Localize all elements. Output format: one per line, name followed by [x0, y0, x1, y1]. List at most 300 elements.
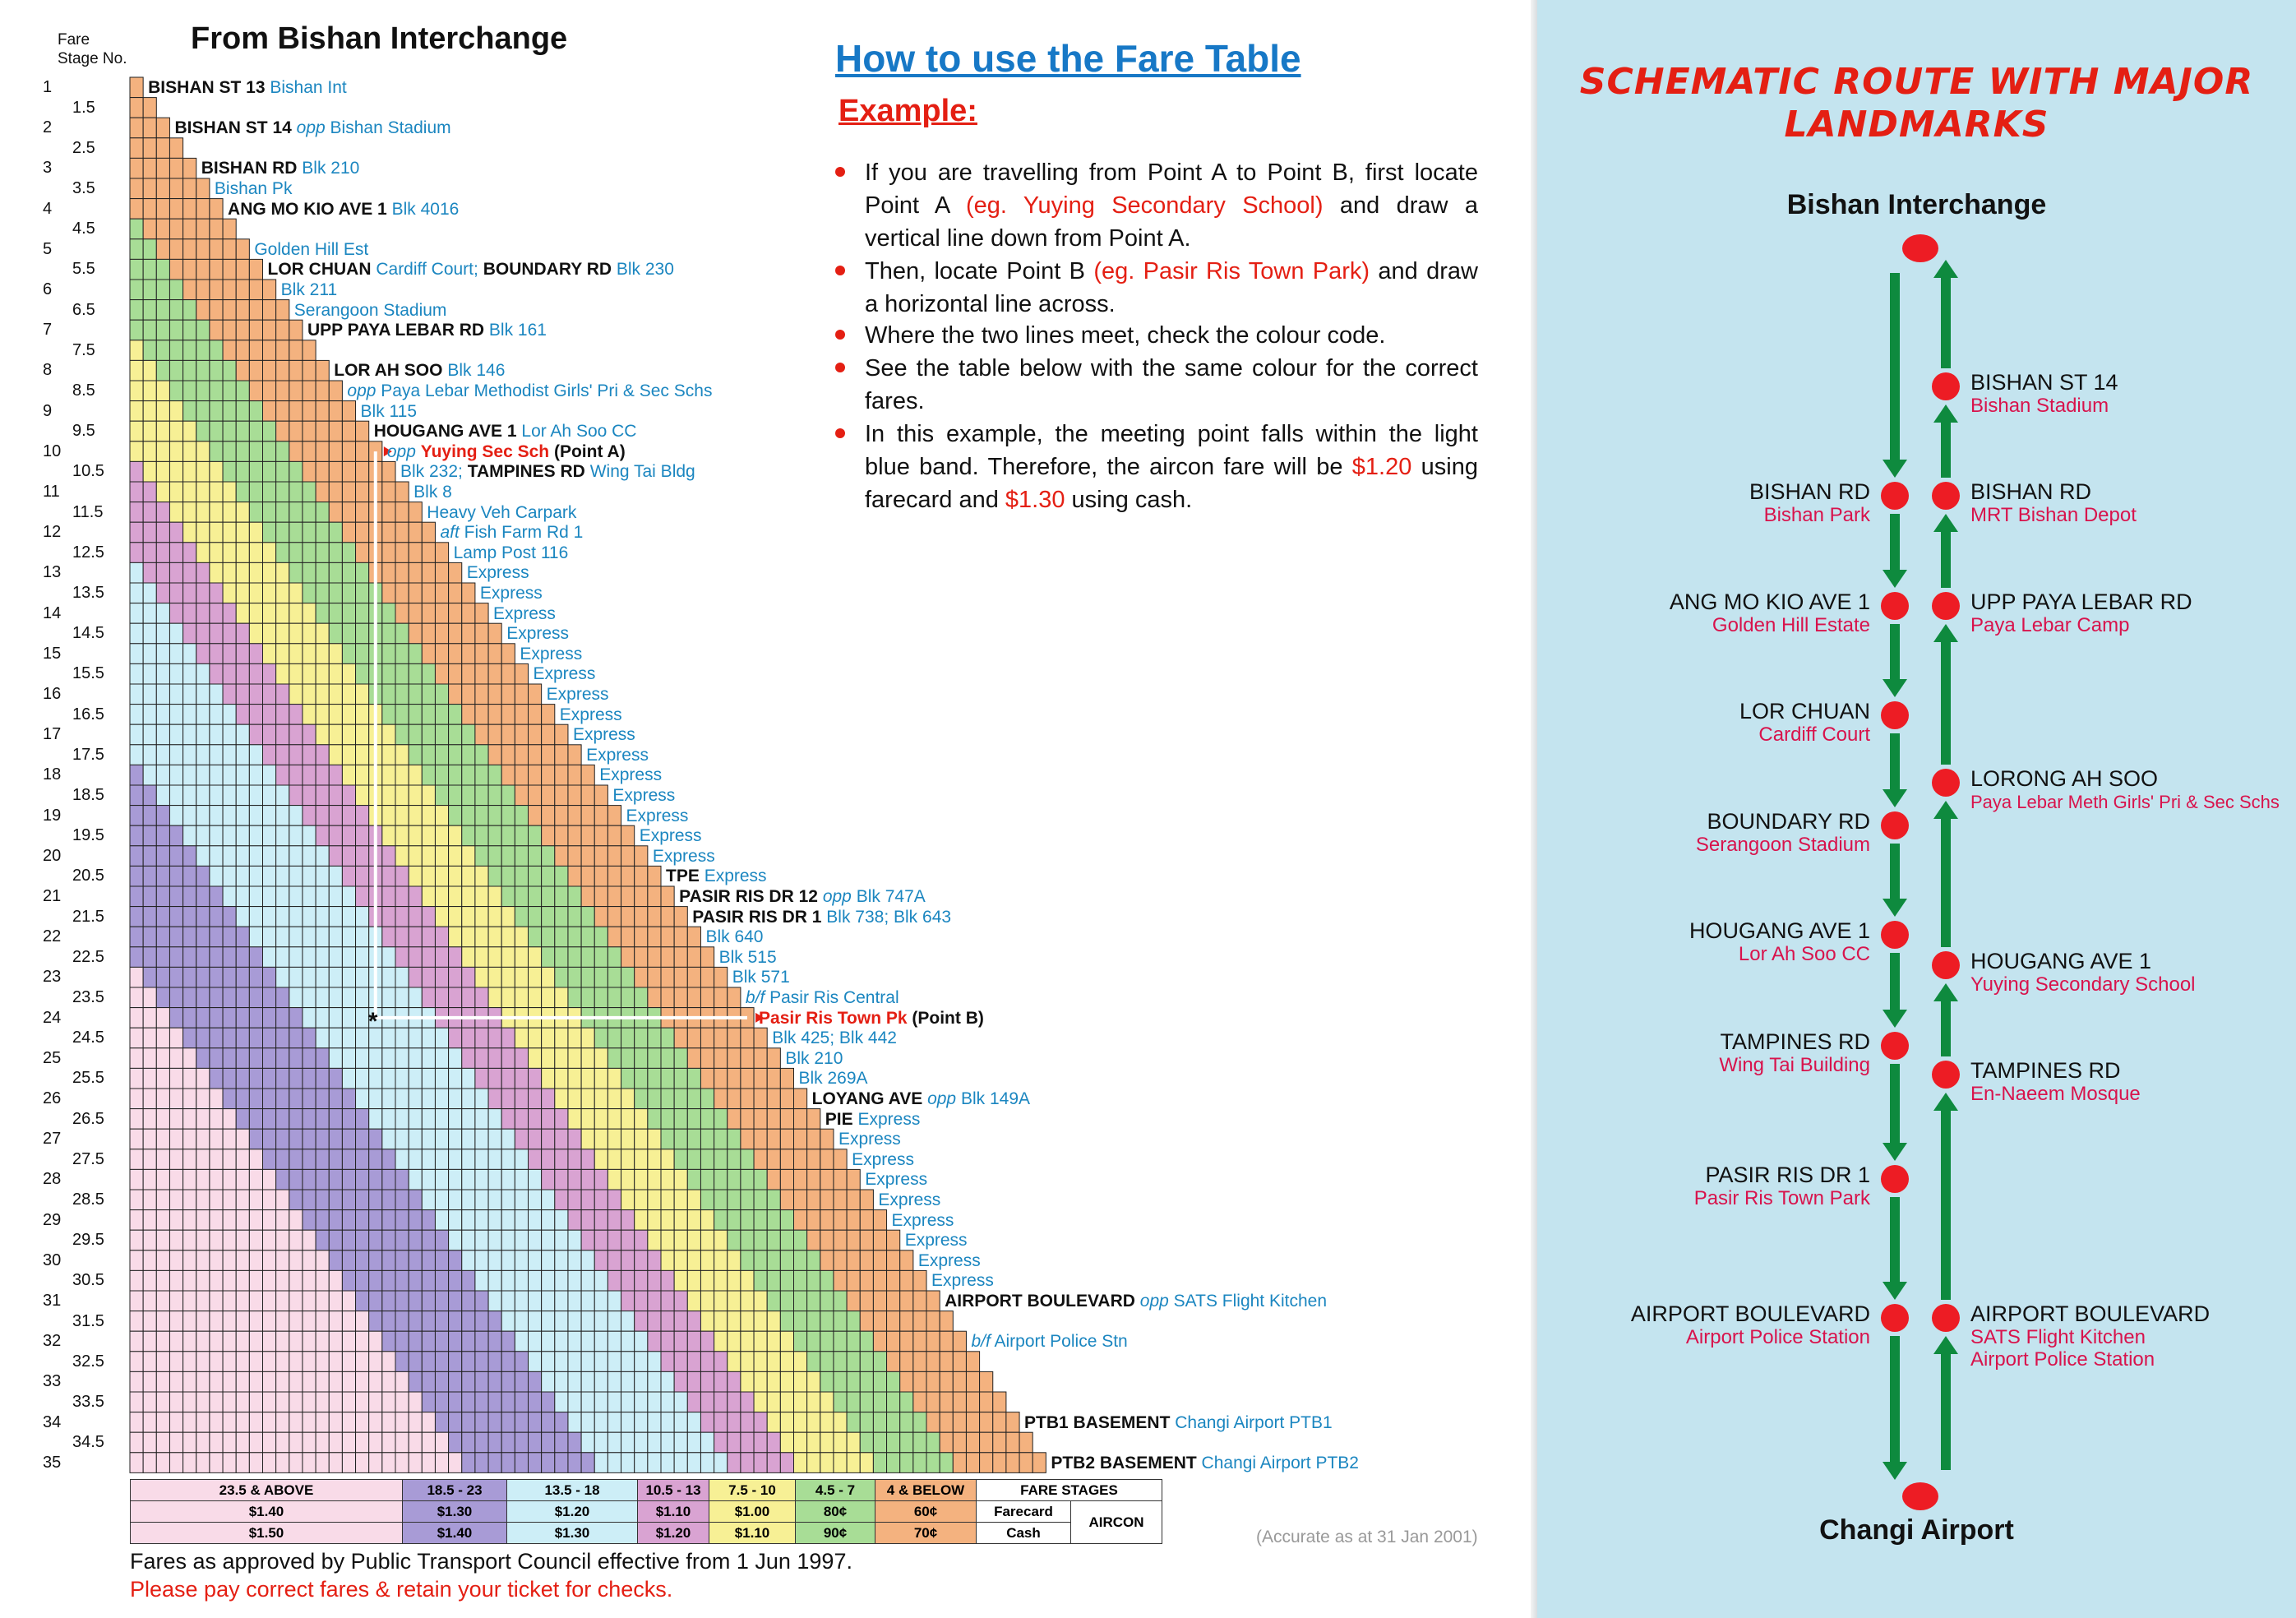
- fare-cell: [156, 1149, 169, 1170]
- fare-cell: [395, 562, 409, 583]
- fare-cell: [395, 482, 409, 502]
- fare-cell: [873, 1311, 886, 1332]
- fare-cell: [674, 907, 687, 927]
- fare-cell: [847, 1190, 860, 1210]
- fare-cell: [542, 1149, 555, 1170]
- fare-cell: [409, 987, 422, 1008]
- fare-cell: [143, 765, 156, 785]
- fare-cell: [648, 1149, 661, 1170]
- fare-cell: [169, 522, 182, 543]
- fare-cell: [568, 927, 581, 947]
- fare-cell: [594, 967, 607, 987]
- fare-cell: [303, 1270, 316, 1291]
- fare-cell: [263, 280, 276, 300]
- fare-cell: [395, 1109, 409, 1130]
- fare-cell: [581, 967, 594, 987]
- fare-cell: [409, 825, 422, 846]
- fare-cell: [529, 745, 542, 765]
- fare-cell: [382, 765, 395, 785]
- fare-cell: [303, 1392, 316, 1412]
- fare-cell: [342, 907, 355, 927]
- fare-cell: [303, 421, 316, 441]
- stop-label: Blk 211: [280, 280, 338, 299]
- fare-cell: [223, 644, 236, 664]
- fare-cell: [156, 401, 169, 422]
- fare-cell: [568, 987, 581, 1008]
- fare-cell: [648, 1190, 661, 1210]
- fare-cell: [993, 1392, 1006, 1412]
- fare-cell: [156, 300, 169, 321]
- fare-cell: [435, 1331, 448, 1352]
- fare-cell: [820, 1432, 834, 1453]
- stop-name: TAMPINES RD: [1970, 1058, 2121, 1083]
- fare-cell: [501, 987, 515, 1008]
- fare-cell: [661, 1291, 674, 1311]
- fare-cell: [501, 1190, 515, 1210]
- fare-cell: [249, 1250, 262, 1271]
- fare-cell: [767, 1453, 780, 1473]
- fare-cell: [143, 967, 156, 987]
- fare-cell: [329, 724, 342, 745]
- fare-cell: [342, 1089, 355, 1109]
- fare-cell: [156, 927, 169, 947]
- fare-cell: [555, 1028, 568, 1048]
- fare-cell: [488, 1068, 501, 1089]
- fare-cell: [529, 1169, 542, 1190]
- fare-cell: [276, 1230, 289, 1250]
- fare-cell: [555, 1230, 568, 1250]
- fare-cell: [873, 1392, 886, 1412]
- fare-cell: [210, 1149, 223, 1170]
- fare-cell: [329, 1190, 342, 1210]
- up-arrow-head: [1933, 624, 1958, 642]
- fare-cell: [143, 98, 156, 118]
- fare-cell: [143, 118, 156, 138]
- fare-cell: [661, 1230, 674, 1250]
- fare-cell: [329, 684, 342, 705]
- fare-cell: [555, 927, 568, 947]
- fare-cell: [621, 846, 635, 867]
- fare-cell: [223, 1331, 236, 1352]
- fare-cell: [210, 846, 223, 867]
- fare-cell: [449, 825, 462, 846]
- fare-cell: [342, 603, 355, 624]
- left-route-stop: [1631, 1301, 1870, 1348]
- fare-cell: [754, 1210, 767, 1231]
- fare-cell: [873, 1210, 886, 1231]
- fare-cell: [1019, 1453, 1033, 1473]
- fare-cell: [501, 705, 515, 725]
- fare-cell: [276, 705, 289, 725]
- fare-cell: [873, 1432, 886, 1453]
- fare-cell: [449, 684, 462, 705]
- fare-cell: [435, 1089, 448, 1109]
- fare-cell: [462, 825, 475, 846]
- stop-label: Express: [626, 806, 689, 825]
- right-route-stop: [1970, 766, 2280, 813]
- fare-cell: [820, 1392, 834, 1412]
- fare-cell: [289, 1089, 303, 1109]
- fare-cell: [594, 1412, 607, 1433]
- fare-cell: [342, 1392, 355, 1412]
- fare-cell: [236, 421, 249, 441]
- fare-cell: [409, 1210, 422, 1231]
- fare-cell: [342, 684, 355, 705]
- fare-cell: [223, 987, 236, 1008]
- fare-cell: [289, 1129, 303, 1149]
- howto-step-4: See the table below with the same colour for the correct fares.: [837, 352, 1478, 418]
- fare-cell: [263, 562, 276, 583]
- fare-cell: [807, 1453, 820, 1473]
- fare-cell: [674, 1169, 687, 1190]
- fare-cell: [661, 1089, 674, 1109]
- fare-cell: [156, 684, 169, 705]
- fare-cell: [143, 1352, 156, 1372]
- fare-cell: [568, 1311, 581, 1332]
- fare-cell: [342, 562, 355, 583]
- end-terminal: Changi Airport: [1819, 1514, 2014, 1546]
- fare-cell: [820, 1250, 834, 1271]
- fare-cell: [488, 765, 501, 785]
- fare-cell: [395, 1028, 409, 1048]
- fare-cell: [156, 1008, 169, 1029]
- fare-cell: [210, 482, 223, 502]
- fare-cell: [130, 158, 143, 178]
- fare-cell: [621, 1453, 635, 1473]
- fare-cell: [515, 1392, 528, 1412]
- fare-cell: [1033, 1453, 1046, 1473]
- fare-cell: [422, 1169, 435, 1190]
- fare-cell: [581, 1089, 594, 1109]
- fare-cell: [223, 765, 236, 785]
- fare-cell: [249, 1190, 262, 1210]
- fare-cell: [648, 1028, 661, 1048]
- fare-cell: [687, 967, 700, 987]
- fare-cell: [807, 1371, 820, 1392]
- fare-cell: [316, 522, 329, 543]
- fare-cell: [462, 1250, 475, 1271]
- fare-cell: [767, 1291, 780, 1311]
- fare-cell: [169, 684, 182, 705]
- fare-cell: [674, 1230, 687, 1250]
- fare-cell: [276, 421, 289, 441]
- fare-cell: [223, 1371, 236, 1392]
- fare-cell: [236, 1190, 249, 1210]
- fare-cell: [847, 1291, 860, 1311]
- fare-cell: [462, 583, 475, 603]
- fare-cell: [395, 765, 409, 785]
- route-stop-dot: [1932, 372, 1960, 400]
- fare-cell: [196, 280, 210, 300]
- fare-cell: [741, 1109, 754, 1130]
- fare-cell: [501, 1250, 515, 1271]
- fare-cell: [568, 1210, 581, 1231]
- fare-cell: [210, 765, 223, 785]
- fare-cell: [728, 1230, 741, 1250]
- fare-cell: [741, 1210, 754, 1231]
- fare-cell: [130, 1089, 143, 1109]
- fare-cell: [728, 1291, 741, 1311]
- stop-label: aft Fish Farm Rd 1: [440, 523, 584, 543]
- fare-cell: [488, 806, 501, 826]
- fare-cell: [303, 927, 316, 947]
- fare-cell: [169, 1129, 182, 1149]
- fare-cell: [581, 825, 594, 846]
- fare-cell: [196, 1371, 210, 1392]
- stop-landmark: Airport Police Station: [1685, 1326, 1870, 1348]
- fare-cell: [183, 927, 196, 947]
- fare-cell: [807, 1432, 820, 1453]
- fare-cell: [409, 1250, 422, 1271]
- up-arrow-shaft: [1941, 276, 1951, 368]
- fare-cell: [223, 967, 236, 987]
- fare-cell: [568, 1392, 581, 1412]
- fare-cell: [687, 1089, 700, 1109]
- fare-cell: [276, 846, 289, 867]
- fare-cell: [728, 1028, 741, 1048]
- fare-cell: [183, 543, 196, 563]
- fare-cell: [303, 1129, 316, 1149]
- fare-cell: [356, 724, 369, 745]
- down-arrow-shaft: [1890, 273, 1900, 461]
- fare-cell: [356, 745, 369, 765]
- fare-cell: [475, 1412, 488, 1433]
- fare-cell: [581, 1331, 594, 1352]
- stage-number: 4.5: [72, 220, 95, 238]
- fare-cell: [356, 1008, 369, 1029]
- fare-cell: [276, 1048, 289, 1069]
- fare-cell: [369, 1371, 382, 1392]
- fare-cell: [303, 1169, 316, 1190]
- fare-cell: [223, 825, 236, 846]
- fare-cell: [196, 603, 210, 624]
- fare-cell: [395, 543, 409, 563]
- fare-cell: [714, 1190, 728, 1210]
- fare-cell: [966, 1412, 979, 1433]
- fare-cell: [820, 1190, 834, 1210]
- stage-number: 32: [43, 1332, 62, 1351]
- route-stop-dot: [1932, 1061, 1960, 1089]
- fare-cell: [607, 967, 621, 987]
- fare-cell: [369, 1331, 382, 1352]
- fare-cell: [741, 1048, 754, 1069]
- fare-cell: [289, 1109, 303, 1130]
- fare-cell: [635, 967, 648, 987]
- fare-cell: [196, 927, 210, 947]
- fare-cell: [741, 1068, 754, 1089]
- fare-cell: [542, 1412, 555, 1433]
- fare-cell: [289, 1250, 303, 1271]
- fare-cell: [196, 947, 210, 968]
- fare-cell: [236, 825, 249, 846]
- fare-cell: [289, 583, 303, 603]
- fare-cell: [183, 280, 196, 300]
- fare-cell: [223, 623, 236, 644]
- fare-cell: [501, 1392, 515, 1412]
- fare-cell: [515, 1068, 528, 1089]
- fare-cell: [223, 482, 236, 502]
- fare-cell: [515, 1453, 528, 1473]
- fare-cell: [303, 765, 316, 785]
- fare-cell: [700, 1352, 714, 1372]
- fare-cell: [369, 1190, 382, 1210]
- fare-cell: [542, 987, 555, 1008]
- fare-cell: [329, 1129, 342, 1149]
- fare-cell: [263, 846, 276, 867]
- stop-label: BISHAN RD Blk 210: [201, 159, 360, 178]
- fare-cell: [621, 1371, 635, 1392]
- fare-cell: [515, 705, 528, 725]
- fare-cell: [289, 562, 303, 583]
- fare-cell: [435, 745, 448, 765]
- fare-cell: [369, 1291, 382, 1311]
- fare-cell: [183, 987, 196, 1008]
- stage-number: 4: [43, 199, 53, 218]
- fare-cell: [687, 1149, 700, 1170]
- fare-cell: [356, 1311, 369, 1332]
- down-arrow-head: [1883, 1010, 1907, 1028]
- fare-cell: [555, 1129, 568, 1149]
- fare-cell: [356, 886, 369, 907]
- fare-cell: [143, 280, 156, 300]
- fare-cell: [648, 1291, 661, 1311]
- fare-cell: [196, 300, 210, 321]
- fare-cell: [196, 1392, 210, 1412]
- fare-cell: [289, 987, 303, 1008]
- fare-cell: [143, 239, 156, 260]
- fare-cell: [475, 1392, 488, 1412]
- fare-cell: [249, 907, 262, 927]
- fare-cell: [169, 280, 182, 300]
- fare-cell: [210, 705, 223, 725]
- fare-cell: [342, 1230, 355, 1250]
- fare-cell: [435, 1048, 448, 1069]
- fare-cell: [249, 846, 262, 867]
- fare-cell: [674, 1311, 687, 1332]
- fare-cell: [210, 1048, 223, 1069]
- stage-number: 25: [43, 1048, 62, 1067]
- fare-cell: [196, 967, 210, 987]
- fare-cell: [169, 886, 182, 907]
- fare-cell: [847, 1230, 860, 1250]
- fare-cell: [515, 1230, 528, 1250]
- stop-label: Pasir Ris Town Pk (Point B): [759, 1008, 984, 1028]
- fare-cell: [873, 1230, 886, 1250]
- fare-cell: [276, 785, 289, 806]
- fare-cell: [542, 1089, 555, 1109]
- fare-cell: [953, 1432, 966, 1453]
- fare-cell: [488, 1190, 501, 1210]
- fare-cell: [661, 1392, 674, 1412]
- fare-cell: [143, 259, 156, 280]
- down-arrow-shaft: [1890, 844, 1900, 900]
- fare-cell: [462, 1270, 475, 1291]
- fare-cell: [926, 1352, 940, 1372]
- fare-cell: [156, 421, 169, 441]
- fare-cell: [169, 482, 182, 502]
- fare-cell: [621, 1291, 635, 1311]
- fare-cell: [395, 1230, 409, 1250]
- fare-cell: [913, 1432, 926, 1453]
- fare-cell: [289, 421, 303, 441]
- fare-cell: [130, 1210, 143, 1231]
- fare-cell: [356, 1149, 369, 1170]
- fare-cell: [276, 1068, 289, 1089]
- fare-cell: [780, 1149, 793, 1170]
- fare-cell: [210, 1068, 223, 1089]
- stop-label: TPE Express: [666, 867, 767, 886]
- fare-cell: [687, 1169, 700, 1190]
- fare-cell: [568, 1453, 581, 1473]
- fare-cell: [316, 785, 329, 806]
- fare-cell: [607, 947, 621, 968]
- fare-cell: [223, 785, 236, 806]
- stop-label: Heavy Veh Carpark: [427, 502, 577, 522]
- fare-cell: [316, 825, 329, 846]
- fare-cell: [130, 320, 143, 340]
- fare-cell: [263, 482, 276, 502]
- fare-cell: [303, 1311, 316, 1332]
- stop-name: LORONG AH SOO: [1970, 766, 2159, 791]
- fare-cell: [714, 1392, 728, 1412]
- fare-cell: [794, 1352, 807, 1372]
- stage-number: 19.5: [72, 826, 104, 845]
- fare-cell: [169, 421, 182, 441]
- fare-cell: [515, 1109, 528, 1130]
- stage-number: 32.5: [72, 1352, 104, 1371]
- fare-cell: [156, 1210, 169, 1231]
- fare-cell: [529, 1352, 542, 1372]
- fare-cell: [435, 765, 448, 785]
- fare-cell: [529, 705, 542, 725]
- fare-cell: [223, 663, 236, 684]
- fare-cell: [130, 502, 143, 523]
- fare-cell: [223, 259, 236, 280]
- fare-cell: [409, 1311, 422, 1332]
- fare-cell: [356, 947, 369, 968]
- fare-cell: [422, 543, 435, 563]
- stage-number: 26.5: [72, 1109, 104, 1128]
- fare-cell: [196, 320, 210, 340]
- fare-cell: [395, 806, 409, 826]
- fare-cell: [767, 1270, 780, 1291]
- fare-cell: [156, 866, 169, 886]
- fare-cell: [329, 1008, 342, 1029]
- fare-cell: [422, 765, 435, 785]
- fare-cell: [767, 1048, 780, 1069]
- fare-cell: [156, 502, 169, 523]
- fare-cell: [316, 684, 329, 705]
- fare-cell: [1019, 1432, 1033, 1453]
- fare-cell: [196, 1331, 210, 1352]
- fare-cell: [356, 543, 369, 563]
- fare-cell: [834, 1432, 847, 1453]
- stage-number: 2.5: [72, 138, 95, 157]
- fare-band-card: 60¢: [875, 1501, 977, 1523]
- fare-cell: [435, 785, 448, 806]
- cash-label: Cash: [977, 1523, 1071, 1544]
- fare-cell: [700, 1331, 714, 1352]
- stop-label: Blk 269A: [798, 1069, 868, 1089]
- fare-cell: [913, 1453, 926, 1473]
- fare-cell: [303, 603, 316, 624]
- fare-cell: [130, 178, 143, 199]
- fare-cell: [382, 927, 395, 947]
- fare-cell: [714, 987, 728, 1008]
- fare-cell: [289, 543, 303, 563]
- fare-cell: [263, 381, 276, 401]
- fare-cell: [714, 1089, 728, 1109]
